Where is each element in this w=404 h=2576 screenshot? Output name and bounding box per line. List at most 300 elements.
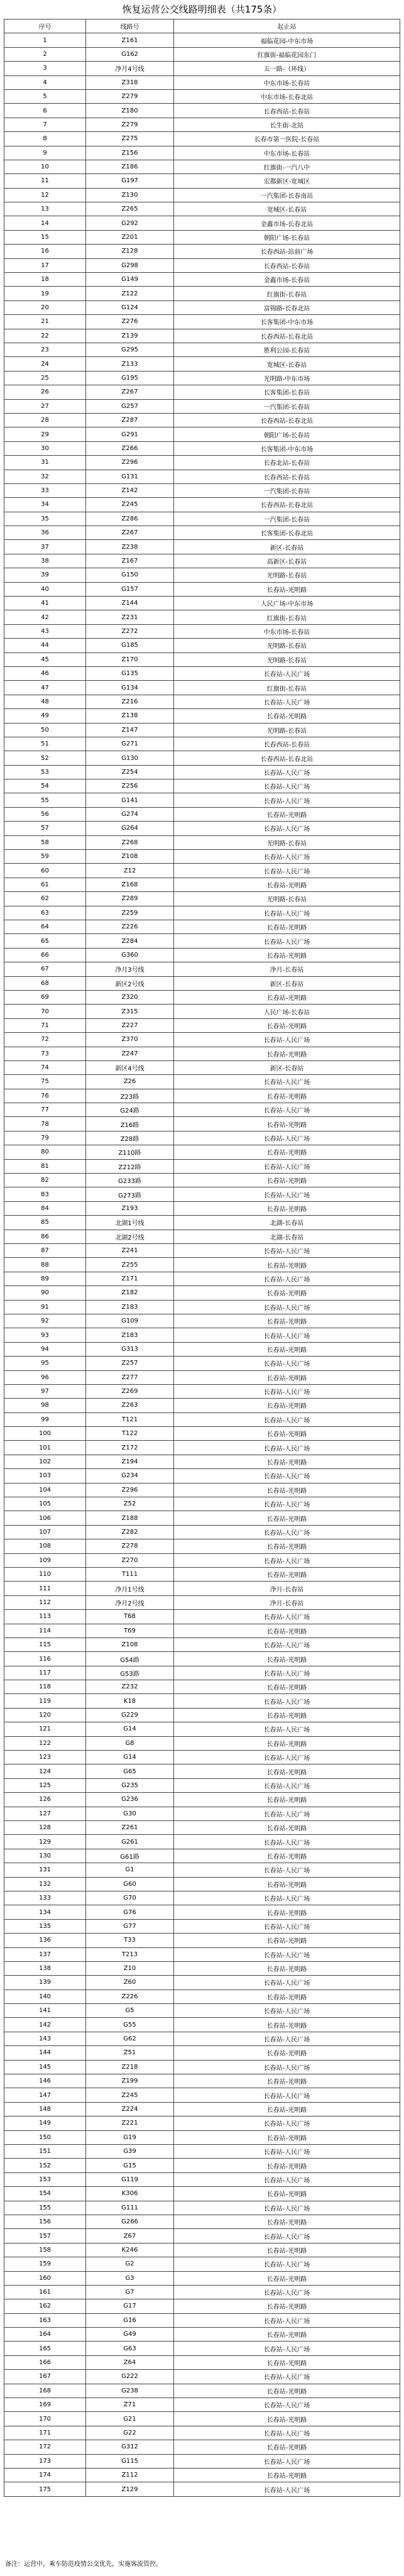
row-index: 89 (4, 1272, 86, 1285)
route-number: G234 (86, 1469, 174, 1483)
route-stops: 长春站-光明路 (174, 2468, 400, 2482)
row-index: 138 (4, 1961, 86, 1975)
route-number: Z108 (86, 850, 174, 864)
table-row (4, 2426, 400, 2440)
row-index: 6 (4, 104, 86, 118)
row-index: 103 (4, 1469, 86, 1483)
row-index: 91 (4, 1300, 86, 1314)
route-stops: 长春站-人民广场 (174, 1835, 400, 1849)
route-stops: 净月-长春站 (174, 1582, 400, 1595)
route-number: Z263 (86, 1399, 174, 1412)
route-number: G291 (86, 427, 174, 441)
route-stops: 长春站-光明路 (174, 1201, 400, 1215)
route-number: Z286 (86, 512, 174, 526)
table-row (4, 1342, 400, 1356)
route-number: G22 (86, 2426, 174, 2440)
table-row (4, 2046, 400, 2060)
row-index: 27 (4, 399, 86, 413)
table-row (4, 2454, 400, 2468)
row-index: 98 (4, 1399, 86, 1412)
route-stops: 宽城区-长春站 (174, 202, 400, 216)
route-number: Z259 (86, 906, 174, 920)
route-number: Z26 (86, 1075, 174, 1089)
route-number: Z186 (86, 160, 174, 173)
route-stops: 光明路-长春站 (174, 892, 400, 906)
route-stops: 长春站-人民广场 (174, 2116, 400, 2130)
route-number: G70 (86, 1891, 174, 1905)
route-stops: 长春站-人民广场 (174, 2032, 400, 2045)
route-stops: 朝阳广场-长春站 (174, 427, 400, 441)
route-number: G135 (86, 666, 174, 680)
table-row (4, 1469, 400, 1483)
route-number: Z226 (86, 1990, 174, 2003)
row-index: 123 (4, 1751, 86, 1764)
table-row (4, 681, 400, 695)
row-index: 122 (4, 1736, 86, 1750)
table-row (4, 2398, 400, 2412)
route-stops: 长春站-人民广场 (174, 934, 400, 948)
row-index: 1 (4, 33, 86, 47)
route-stops: 长春站-光明路 (174, 807, 400, 821)
route-number: G24路 (86, 1103, 174, 1117)
route-number: Z142 (86, 483, 174, 497)
route-stops: 长春站-人民广场 (174, 1272, 400, 1285)
route-stops: 长春站-人民广场 (174, 1033, 400, 1047)
row-index: 117 (4, 1666, 86, 1680)
route-number: G111 (86, 2201, 174, 2215)
route-number: G30 (86, 1807, 174, 1820)
route-number: Z245 (86, 2088, 174, 2102)
row-index: 10 (4, 160, 86, 173)
route-stops: 长春站-光明路 (174, 1567, 400, 1581)
row-index: 124 (4, 1764, 86, 1778)
row-index: 49 (4, 709, 86, 723)
table-row (4, 1103, 400, 1117)
route-stops: 长春站-人民广场 (174, 1441, 400, 1455)
row-index: 149 (4, 2116, 86, 2130)
row-index: 82 (4, 1174, 86, 1187)
route-number: Z188 (86, 1511, 174, 1525)
row-index: 129 (4, 1835, 86, 1849)
route-number: G195 (86, 371, 174, 385)
route-number: G19 (86, 2130, 174, 2144)
route-number: Z10 (86, 1961, 174, 1975)
row-index: 15 (4, 230, 86, 244)
route-stops: 长春站-人民广场 (174, 850, 400, 864)
row-index: 28 (4, 413, 86, 427)
route-stops: 一汽集团-长春站 (174, 512, 400, 526)
table-row (4, 413, 400, 427)
route-number: G134 (86, 681, 174, 695)
route-stops: 长春站-人民广场 (174, 1694, 400, 1708)
route-stops: 长春站-人民广场 (174, 779, 400, 793)
route-stops: 长春站-光明路 (174, 920, 400, 934)
row-index: 132 (4, 1877, 86, 1891)
row-index: 130 (4, 1849, 86, 1863)
row-index: 5 (4, 89, 86, 103)
route-number: Z201 (86, 230, 174, 244)
route-stops: 光明路-长春站 (174, 835, 400, 849)
row-index: 2 (4, 47, 86, 61)
table-row (4, 1089, 400, 1103)
route-number: Z71 (86, 2398, 174, 2412)
table-row (4, 1976, 400, 1990)
row-index: 61 (4, 878, 86, 891)
route-stops: 长客集团-长春站 (174, 385, 400, 399)
row-index: 108 (4, 1539, 86, 1553)
row-index: 115 (4, 1638, 86, 1651)
row-index: 102 (4, 1455, 86, 1468)
route-number: Z287 (86, 413, 174, 427)
route-stops: 北湖-长春站 (174, 1216, 400, 1230)
table-row (4, 2172, 400, 2186)
row-index: 24 (4, 357, 86, 371)
route-number: Z267 (86, 385, 174, 399)
row-index: 114 (4, 1624, 86, 1638)
route-stops: 长客集团-中东市场 (174, 441, 400, 455)
table-row (4, 2468, 400, 2482)
table-row (4, 2144, 400, 2158)
route-number: Z289 (86, 892, 174, 906)
table-row (4, 2102, 400, 2116)
route-number: G2 (86, 2257, 174, 2271)
route-stops: 长春站-人民广场 (174, 2313, 400, 2327)
table-row (4, 300, 400, 314)
table-row (4, 33, 400, 47)
row-index: 38 (4, 554, 86, 568)
route-number: G3 (86, 2271, 174, 2285)
route-stops: 长春站-光明路 (174, 1370, 400, 1384)
row-index: 60 (4, 864, 86, 878)
route-stops: 人民广场-长春站 (174, 1005, 400, 1018)
row-index: 19 (4, 287, 86, 300)
route-stops: 新区-长春站 (174, 1060, 400, 1074)
table-row (4, 1680, 400, 1694)
route-number: 净月3号线 (86, 962, 174, 976)
table-row (4, 1145, 400, 1159)
table-row (4, 1863, 400, 1877)
route-number: Z254 (86, 765, 174, 779)
table-row (4, 2074, 400, 2088)
row-index: 55 (4, 793, 86, 807)
route-stops: 长春站-人民广场 (174, 1553, 400, 1567)
table-row (4, 385, 400, 399)
row-index: 50 (4, 723, 86, 737)
table-row (4, 1314, 400, 1328)
table-row (4, 1961, 400, 1975)
table-row (4, 920, 400, 934)
route-stops: 长春站-光明路 (174, 2271, 400, 2285)
route-stops: 光明路-长春站 (174, 652, 400, 666)
row-index: 106 (4, 1511, 86, 1525)
route-stops: 长春站-光明路 (174, 582, 400, 596)
table-row (4, 399, 400, 413)
route-number: Z224 (86, 2102, 174, 2116)
row-index: 23 (4, 343, 86, 356)
route-stops: 长春站-光明路 (174, 990, 400, 1004)
route-number: T111 (86, 1567, 174, 1581)
table-row (4, 1764, 400, 1778)
route-number: Z64 (86, 2355, 174, 2369)
row-index: 167 (4, 2370, 86, 2384)
row-index: 51 (4, 737, 86, 751)
row-index: 14 (4, 216, 86, 230)
table-row (4, 2004, 400, 2018)
table-row (4, 1047, 400, 1060)
row-index: 3 (4, 62, 86, 75)
route-number: Z182 (86, 1286, 174, 1300)
route-stops: 长客集团-中东市场 (174, 315, 400, 329)
row-index: 22 (4, 329, 86, 343)
route-number: Z245 (86, 498, 174, 512)
table-row (4, 2257, 400, 2271)
route-stops: 长春站-光明路 (174, 1174, 400, 1187)
table-row (4, 47, 400, 61)
route-stops: 长春站-人民广场 (174, 1131, 400, 1145)
route-stops: 长春站-光明路 (174, 2074, 400, 2088)
route-number: G238 (86, 2384, 174, 2397)
route-number: Z172 (86, 1441, 174, 1455)
route-stops: 长春站-光明路 (174, 2299, 400, 2313)
table-row (4, 470, 400, 483)
row-index: 62 (4, 892, 86, 906)
route-stops: 长春站-人民广场 (174, 1187, 400, 1201)
row-index: 131 (4, 1863, 86, 1877)
route-number: T33 (86, 1934, 174, 1947)
row-index: 69 (4, 990, 86, 1004)
row-index: 87 (4, 1243, 86, 1257)
route-stops: 长春站-光明路 (174, 1624, 400, 1638)
table-row (4, 1553, 400, 1567)
route-stops: 长春站-人民广场 (174, 1300, 400, 1314)
route-number: Z315 (86, 1005, 174, 1018)
route-stops: 长春站-人民广场 (174, 1159, 400, 1173)
table-row (4, 1005, 400, 1018)
table-row (4, 1751, 400, 1764)
table-row (4, 1187, 400, 1201)
route-number: G261 (86, 1835, 174, 1849)
route-stops: 长春站-人民广场 (174, 793, 400, 807)
route-number: G257 (86, 399, 174, 413)
table-row (4, 1511, 400, 1525)
row-index: 140 (4, 1990, 86, 2003)
table-row (4, 343, 400, 356)
route-number: Z261 (86, 1821, 174, 1835)
route-stops: 长春站-光明路 (174, 1905, 400, 1919)
route-stops: 长春站-人民广场 (174, 1357, 400, 1370)
route-stops: 长春西站-长春北站 (174, 751, 400, 765)
route-stops: 长春站-人民广场 (174, 2426, 400, 2440)
table-row (4, 2032, 400, 2045)
route-stops: 长春站-人民广场 (174, 2172, 400, 2186)
route-stops: 长春站-人民广场 (174, 2229, 400, 2243)
table-row (4, 610, 400, 624)
route-stops: 长春站-人民广场 (174, 2144, 400, 2158)
route-stops: 一汽集团-长春站 (174, 399, 400, 413)
route-table (4, 19, 400, 2497)
route-stops: 红旗街-一汽八中 (174, 160, 400, 173)
table-row (4, 1230, 400, 1243)
row-index: 109 (4, 1553, 86, 1567)
table-row (4, 864, 400, 878)
table-row (4, 2313, 400, 2327)
row-index: 165 (4, 2342, 86, 2355)
row-index: 53 (4, 765, 86, 779)
row-index: 104 (4, 1483, 86, 1497)
table-row (4, 1427, 400, 1441)
table-row (4, 1216, 400, 1230)
table-row (4, 962, 400, 976)
route-number: G131 (86, 470, 174, 483)
row-index: 57 (4, 822, 86, 835)
route-stops: 一汽集团-长春站 (174, 483, 400, 497)
row-index: 110 (4, 1567, 86, 1581)
row-index: 41 (4, 597, 86, 610)
route-number: G295 (86, 343, 174, 356)
table-row (4, 1778, 400, 1792)
route-number: G233路 (86, 1174, 174, 1187)
row-index: 128 (4, 1821, 86, 1835)
route-number: Z139 (86, 329, 174, 343)
table-row (4, 1286, 400, 1300)
row-index: 127 (4, 1807, 86, 1820)
route-stops: 长春站-人民广场 (174, 1243, 400, 1257)
route-stops: 长春市第一医院-长春站 (174, 132, 400, 146)
row-index: 71 (4, 1018, 86, 1032)
route-number: Z147 (86, 723, 174, 737)
table-row (4, 1441, 400, 1455)
route-stops: 长春站-人民广场 (174, 2285, 400, 2299)
route-stops: 五一路-（环线） (174, 62, 400, 75)
route-number: Z267 (86, 526, 174, 540)
route-number: G53路 (86, 1666, 174, 1680)
row-index: 81 (4, 1159, 86, 1173)
route-number: T68 (86, 1610, 174, 1624)
table-row (4, 512, 400, 526)
route-stops: 长春站-人民广场 (174, 2398, 400, 2412)
table-row (4, 976, 400, 990)
table-row (4, 1905, 400, 1919)
row-index: 137 (4, 1947, 86, 1961)
table-row (4, 1384, 400, 1398)
row-index: 135 (4, 1919, 86, 1933)
row-index: 144 (4, 2046, 86, 2060)
table-row (4, 1131, 400, 1145)
route-stops: 长春站-人民广场 (174, 2454, 400, 2468)
row-index: 9 (4, 146, 86, 160)
table-row (4, 2412, 400, 2426)
row-index: 31 (4, 456, 86, 470)
route-stops: 长春站-光明路 (174, 1342, 400, 1356)
table-row (4, 245, 400, 258)
route-stops: 金鑫市场-长春站 (174, 273, 400, 287)
route-number: Z272 (86, 624, 174, 638)
route-stops: 长春站-人民广场 (174, 2370, 400, 2384)
route-number: Z130 (86, 188, 174, 202)
row-index: 94 (4, 1342, 86, 1356)
route-number: Z266 (86, 441, 174, 455)
route-number: Z257 (86, 1357, 174, 1370)
table-row (4, 568, 400, 582)
table-row (4, 1075, 400, 1089)
table-row (4, 1934, 400, 1947)
route-stops: 长春站-光明路 (174, 1089, 400, 1103)
table-row (4, 1399, 400, 1412)
route-stops: 长春站-光明路 (174, 2440, 400, 2454)
row-index: 85 (4, 1216, 86, 1230)
row-index: 39 (4, 568, 86, 582)
table-row (4, 2187, 400, 2201)
table-row (4, 1174, 400, 1187)
route-number: Z129 (86, 2482, 174, 2496)
row-index: 74 (4, 1060, 86, 1074)
route-stops: 长春站-光明路 (174, 1018, 400, 1032)
row-index: 164 (4, 2328, 86, 2342)
route-number: G14 (86, 1722, 174, 1736)
table-row (4, 75, 400, 89)
route-stops: 北湖-长春站 (174, 1230, 400, 1243)
route-stops: 长春站-人民广场 (174, 666, 400, 680)
route-stops: 中东市场-长春北站 (174, 89, 400, 103)
table-row (4, 1370, 400, 1384)
row-index: 36 (4, 526, 86, 540)
row-index: 169 (4, 2398, 86, 2412)
row-index: 170 (4, 2412, 86, 2426)
row-index: 8 (4, 132, 86, 146)
route-stops: 长春站-光明路 (174, 2159, 400, 2172)
table-row (4, 765, 400, 779)
route-number: Z194 (86, 1455, 174, 1468)
table-row (4, 1201, 400, 1215)
row-index: 168 (4, 2384, 86, 2397)
route-stops: 宽城区-长春站 (174, 357, 400, 371)
table-row (4, 273, 400, 287)
table-row (4, 2384, 400, 2397)
header-route: 线路号 (86, 19, 174, 33)
route-number: Z193 (86, 1201, 174, 1215)
route-number: Z278 (86, 1539, 174, 1553)
table-row (4, 62, 400, 75)
route-number: T121 (86, 1412, 174, 1426)
table-row (4, 793, 400, 807)
row-index: 97 (4, 1384, 86, 1398)
row-index: 75 (4, 1075, 86, 1089)
route-stops: 长春站-人民广场 (174, 1666, 400, 1680)
table-row (4, 371, 400, 385)
table-row (4, 1736, 400, 1750)
route-number: Z122 (86, 287, 174, 300)
route-stops: 光明路-长春站 (174, 723, 400, 737)
table-row (4, 1722, 400, 1736)
row-index: 32 (4, 470, 86, 483)
table-row (4, 2342, 400, 2355)
table-header-row (4, 19, 400, 33)
table-row (4, 709, 400, 723)
route-stops: 长春站-人民广场 (174, 2342, 400, 2355)
route-number: Z231 (86, 610, 174, 624)
row-index: 105 (4, 1497, 86, 1511)
row-index: 175 (4, 2482, 86, 2496)
row-index: 99 (4, 1412, 86, 1426)
table-row (4, 990, 400, 1004)
route-number: K246 (86, 2243, 174, 2257)
table-row (4, 2018, 400, 2032)
route-stops: 光明路-中东市场 (174, 371, 400, 385)
route-stops: 宏都新区-宽城区 (174, 174, 400, 188)
route-stops: 长春站-人民广场 (174, 1412, 400, 1426)
row-index: 11 (4, 174, 86, 188)
table-row (4, 2060, 400, 2074)
